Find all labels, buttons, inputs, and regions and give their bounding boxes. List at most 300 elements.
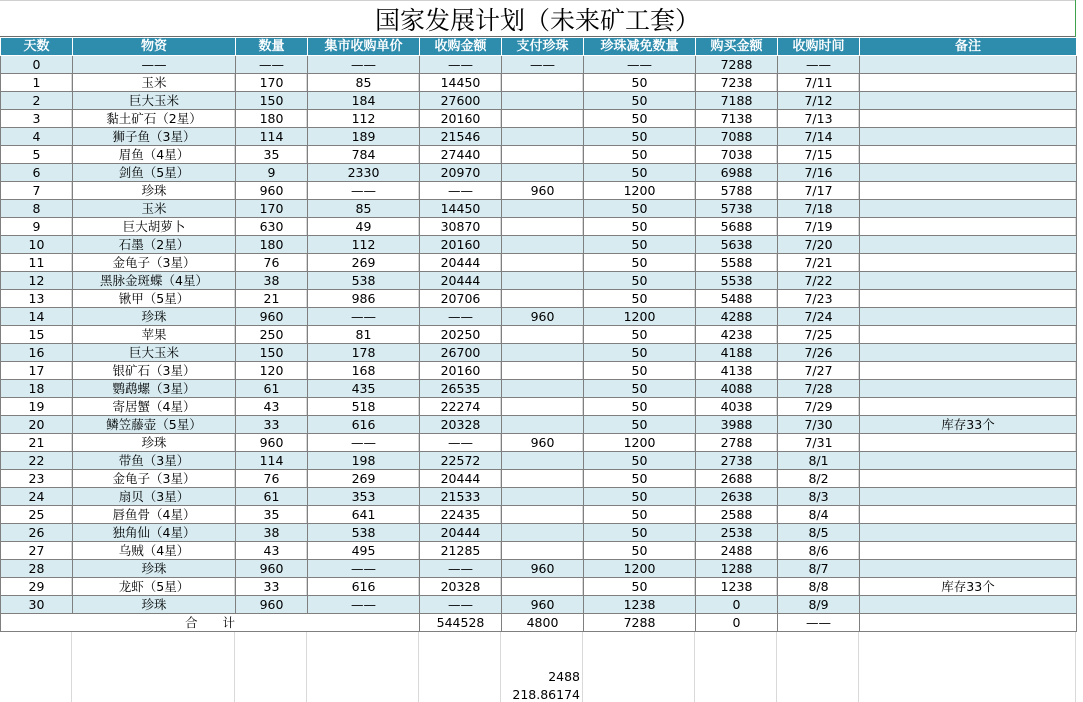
cell-purchase-time[interactable]: 8/5 <box>778 524 860 542</box>
cell-unit-price[interactable]: 616 <box>308 416 420 434</box>
cell-purchase-time[interactable]: 8/6 <box>778 542 860 560</box>
cell-remark[interactable] <box>860 308 1077 326</box>
cell-quantity[interactable]: 33 <box>236 416 308 434</box>
cell-unit-price[interactable]: 85 <box>308 74 420 92</box>
cell-purchase-time[interactable]: 7/13 <box>778 110 860 128</box>
cell-day[interactable]: 20 <box>1 416 73 434</box>
cell-unit-price[interactable]: 184 <box>308 92 420 110</box>
cell-buy-amount[interactable]: 1238 <box>696 578 778 596</box>
cell-quantity[interactable]: 61 <box>236 380 308 398</box>
cell-pearl-reduction[interactable]: 50 <box>584 362 696 380</box>
cell-item[interactable]: 金龟子（3星） <box>73 254 236 272</box>
cell-purchase-amount[interactable]: 20160 <box>420 362 502 380</box>
cell-remark[interactable] <box>860 560 1077 578</box>
cell-buy-amount[interactable]: 4288 <box>696 308 778 326</box>
cell-purchase-time[interactable]: 8/8 <box>778 578 860 596</box>
cell-quantity[interactable]: —— <box>236 56 308 74</box>
cell-purchase-amount[interactable]: 22572 <box>420 452 502 470</box>
cell-pearl-reduction[interactable]: 50 <box>584 506 696 524</box>
cell-day[interactable]: 30 <box>1 596 73 614</box>
cell-purchase-amount[interactable]: 14450 <box>420 74 502 92</box>
cell-day[interactable]: 12 <box>1 272 73 290</box>
cell-pearls-paid[interactable] <box>502 362 584 380</box>
cell-unit-price[interactable]: 2330 <box>308 164 420 182</box>
cell-day[interactable]: 25 <box>1 506 73 524</box>
cell-remark[interactable] <box>860 524 1077 542</box>
cell-pearl-reduction[interactable]: 1200 <box>584 308 696 326</box>
cell-day[interactable]: 2 <box>1 92 73 110</box>
header-quantity[interactable]: 数量 <box>236 38 308 56</box>
cell-purchase-amount[interactable]: 20970 <box>420 164 502 182</box>
cell-purchase-time[interactable]: 7/14 <box>778 128 860 146</box>
cell-purchase-time[interactable]: 7/31 <box>778 434 860 452</box>
cell-day[interactable]: 7 <box>1 182 73 200</box>
cell-unit-price[interactable]: 986 <box>308 290 420 308</box>
cell-item[interactable]: 独角仙（4星） <box>73 524 236 542</box>
cell-purchase-amount[interactable]: 20444 <box>420 254 502 272</box>
extra-value-1[interactable]: 2488 <box>548 669 580 684</box>
cell-item[interactable]: 巨大玉米 <box>73 344 236 362</box>
cell-pearl-reduction[interactable]: 50 <box>584 110 696 128</box>
cell-quantity[interactable]: 630 <box>236 218 308 236</box>
cell-item[interactable]: 珍珠 <box>73 596 236 614</box>
cell-pearl-reduction[interactable]: —— <box>584 56 696 74</box>
cell-purchase-time[interactable]: 7/20 <box>778 236 860 254</box>
cell-remark[interactable] <box>860 164 1077 182</box>
cell-remark[interactable] <box>860 146 1077 164</box>
cell-item[interactable]: 锹甲（5星） <box>73 290 236 308</box>
cell-quantity[interactable]: 43 <box>236 398 308 416</box>
cell-pearl-reduction[interactable]: 1200 <box>584 560 696 578</box>
cell-buy-amount[interactable]: 2738 <box>696 452 778 470</box>
cell-purchase-time[interactable]: 8/4 <box>778 506 860 524</box>
cell-unit-price[interactable]: 178 <box>308 344 420 362</box>
cell-purchase-amount[interactable]: —— <box>420 560 502 578</box>
cell-remark[interactable] <box>860 290 1077 308</box>
cell-purchase-amount[interactable]: 22274 <box>420 398 502 416</box>
cell-day[interactable]: 24 <box>1 488 73 506</box>
cell-pearl-reduction[interactable]: 50 <box>584 524 696 542</box>
cell-unit-price[interactable]: 269 <box>308 470 420 488</box>
cell-remark[interactable]: 库存33个 <box>860 578 1077 596</box>
header-pearl-reduction[interactable]: 珍珠减免数量 <box>584 38 696 56</box>
cell-remark[interactable] <box>860 506 1077 524</box>
total-purchase-amount[interactable]: 544528 <box>420 614 502 632</box>
cell-unit-price[interactable]: —— <box>308 560 420 578</box>
cell-pearl-reduction[interactable]: 50 <box>584 542 696 560</box>
cell-purchase-time[interactable]: 7/30 <box>778 416 860 434</box>
cell-pearl-reduction[interactable]: 50 <box>584 470 696 488</box>
cell-pearl-reduction[interactable]: 50 <box>584 398 696 416</box>
cell-remark[interactable] <box>860 128 1077 146</box>
cell-pearls-paid[interactable]: —— <box>502 56 584 74</box>
cell-purchase-time[interactable]: 8/1 <box>778 452 860 470</box>
cell-pearls-paid[interactable] <box>502 524 584 542</box>
cell-item[interactable]: 眉鱼（4星） <box>73 146 236 164</box>
cell-unit-price[interactable]: 189 <box>308 128 420 146</box>
cell-day[interactable]: 21 <box>1 434 73 452</box>
cell-unit-price[interactable]: —— <box>308 596 420 614</box>
cell-purchase-time[interactable]: 8/3 <box>778 488 860 506</box>
cell-buy-amount[interactable]: 5688 <box>696 218 778 236</box>
cell-day[interactable]: 27 <box>1 542 73 560</box>
cell-purchase-time[interactable]: 7/17 <box>778 182 860 200</box>
cell-purchase-amount[interactable]: —— <box>420 308 502 326</box>
cell-unit-price[interactable]: 495 <box>308 542 420 560</box>
cell-pearls-paid[interactable]: 960 <box>502 560 584 578</box>
cell-unit-price[interactable]: 784 <box>308 146 420 164</box>
cell-purchase-time[interactable]: 7/16 <box>778 164 860 182</box>
cell-buy-amount[interactable]: 2488 <box>696 542 778 560</box>
cell-item[interactable]: —— <box>73 56 236 74</box>
cell-quantity[interactable]: 150 <box>236 92 308 110</box>
cell-purchase-amount[interactable]: —— <box>420 596 502 614</box>
cell-pearls-paid[interactable] <box>502 164 584 182</box>
cell-purchase-time[interactable]: 7/15 <box>778 146 860 164</box>
cell-pearls-paid[interactable] <box>502 218 584 236</box>
cell-pearls-paid[interactable] <box>502 488 584 506</box>
cell-remark[interactable] <box>860 272 1077 290</box>
cell-purchase-time[interactable]: 7/26 <box>778 344 860 362</box>
total-pearl-reduction[interactable]: 7288 <box>584 614 696 632</box>
cell-day[interactable]: 0 <box>1 56 73 74</box>
cell-purchase-time[interactable]: 7/28 <box>778 380 860 398</box>
cell-pearls-paid[interactable] <box>502 146 584 164</box>
cell-item[interactable]: 带鱼（3星） <box>73 452 236 470</box>
cell-pearls-paid[interactable] <box>502 200 584 218</box>
total-remark[interactable] <box>860 614 1077 632</box>
cell-day[interactable]: 8 <box>1 200 73 218</box>
cell-pearl-reduction[interactable]: 50 <box>584 74 696 92</box>
cell-item[interactable]: 玉米 <box>73 74 236 92</box>
cell-day[interactable]: 3 <box>1 110 73 128</box>
cell-pearls-paid[interactable] <box>502 578 584 596</box>
cell-item[interactable]: 石墨（2星） <box>73 236 236 254</box>
cell-item[interactable]: 剑鱼（5星） <box>73 164 236 182</box>
cell-item[interactable]: 巨大胡萝卜 <box>73 218 236 236</box>
header-remark[interactable]: 备注 <box>860 38 1077 56</box>
cell-buy-amount[interactable]: 2688 <box>696 470 778 488</box>
cell-quantity[interactable]: 960 <box>236 560 308 578</box>
cell-remark[interactable] <box>860 74 1077 92</box>
cell-quantity[interactable]: 960 <box>236 434 308 452</box>
cell-quantity[interactable]: 33 <box>236 578 308 596</box>
cell-quantity[interactable]: 120 <box>236 362 308 380</box>
cell-pearls-paid[interactable] <box>502 452 584 470</box>
cell-pearls-paid[interactable] <box>502 272 584 290</box>
cell-pearls-paid[interactable] <box>502 92 584 110</box>
cell-pearl-reduction[interactable]: 50 <box>584 452 696 470</box>
cell-remark[interactable] <box>860 434 1077 452</box>
cell-remark[interactable] <box>860 542 1077 560</box>
header-buy-amount[interactable]: 购买金额 <box>696 38 778 56</box>
cell-purchase-amount[interactable]: 20706 <box>420 290 502 308</box>
cell-purchase-amount[interactable]: —— <box>420 434 502 452</box>
cell-purchase-amount[interactable]: 20328 <box>420 416 502 434</box>
cell-purchase-time[interactable]: 8/2 <box>778 470 860 488</box>
cell-pearls-paid[interactable] <box>502 380 584 398</box>
cell-quantity[interactable]: 180 <box>236 236 308 254</box>
cell-day[interactable]: 1 <box>1 74 73 92</box>
cell-pearls-paid[interactable] <box>502 470 584 488</box>
cell-purchase-time[interactable]: 7/27 <box>778 362 860 380</box>
header-pearls-paid[interactable]: 支付珍珠 <box>502 38 584 56</box>
cell-pearls-paid[interactable]: 960 <box>502 596 584 614</box>
cell-pearls-paid[interactable]: 960 <box>502 182 584 200</box>
cell-day[interactable]: 18 <box>1 380 73 398</box>
cell-unit-price[interactable]: 353 <box>308 488 420 506</box>
cell-buy-amount[interactable]: 7138 <box>696 110 778 128</box>
cell-remark[interactable] <box>860 344 1077 362</box>
cell-unit-price[interactable]: 49 <box>308 218 420 236</box>
cell-purchase-amount[interactable]: 30870 <box>420 218 502 236</box>
cell-item[interactable]: 金龟子（3星） <box>73 470 236 488</box>
cell-buy-amount[interactable]: 7088 <box>696 128 778 146</box>
cell-pearls-paid[interactable] <box>502 128 584 146</box>
cell-unit-price[interactable]: 269 <box>308 254 420 272</box>
cell-pearl-reduction[interactable]: 50 <box>584 92 696 110</box>
cell-pearl-reduction[interactable]: 50 <box>584 272 696 290</box>
cell-day[interactable]: 26 <box>1 524 73 542</box>
cell-purchase-amount[interactable]: 27600 <box>420 92 502 110</box>
cell-pearl-reduction[interactable]: 1238 <box>584 596 696 614</box>
cell-day[interactable]: 5 <box>1 146 73 164</box>
cell-remark[interactable] <box>860 200 1077 218</box>
cell-purchase-amount[interactable]: 26700 <box>420 344 502 362</box>
cell-remark[interactable] <box>860 398 1077 416</box>
cell-buy-amount[interactable]: 4238 <box>696 326 778 344</box>
cell-buy-amount[interactable]: 5788 <box>696 182 778 200</box>
cell-purchase-time[interactable]: 7/11 <box>778 74 860 92</box>
cell-remark[interactable] <box>860 110 1077 128</box>
cell-purchase-amount[interactable]: 26535 <box>420 380 502 398</box>
cell-pearls-paid[interactable] <box>502 416 584 434</box>
cell-buy-amount[interactable]: 7238 <box>696 74 778 92</box>
cell-remark[interactable] <box>860 452 1077 470</box>
cell-remark[interactable] <box>860 92 1077 110</box>
cell-remark[interactable] <box>860 380 1077 398</box>
cell-pearl-reduction[interactable]: 50 <box>584 236 696 254</box>
cell-item[interactable]: 鳞笠藤壶（5星） <box>73 416 236 434</box>
cell-unit-price[interactable]: 538 <box>308 524 420 542</box>
cell-unit-price[interactable]: 168 <box>308 362 420 380</box>
cell-pearls-paid[interactable] <box>502 110 584 128</box>
cell-remark[interactable] <box>860 56 1077 74</box>
cell-pearls-paid[interactable]: 960 <box>502 308 584 326</box>
cell-pearls-paid[interactable] <box>502 236 584 254</box>
cell-buy-amount[interactable]: 5488 <box>696 290 778 308</box>
cell-item[interactable]: 黏土矿石（2星） <box>73 110 236 128</box>
cell-buy-amount[interactable]: 2638 <box>696 488 778 506</box>
cell-buy-amount[interactable]: 4138 <box>696 362 778 380</box>
cell-purchase-time[interactable]: 7/19 <box>778 218 860 236</box>
cell-pearls-paid[interactable] <box>502 398 584 416</box>
cell-quantity[interactable]: 43 <box>236 542 308 560</box>
header-unit-price[interactable]: 集市收购单价 <box>308 38 420 56</box>
cell-unit-price[interactable]: 85 <box>308 200 420 218</box>
cell-item[interactable]: 苹果 <box>73 326 236 344</box>
cell-purchase-amount[interactable]: 20444 <box>420 272 502 290</box>
cell-quantity[interactable]: 35 <box>236 146 308 164</box>
cell-purchase-time[interactable]: 8/7 <box>778 560 860 578</box>
cell-quantity[interactable]: 38 <box>236 272 308 290</box>
cell-unit-price[interactable]: 538 <box>308 272 420 290</box>
cell-remark[interactable] <box>860 182 1077 200</box>
cell-item[interactable]: 玉米 <box>73 200 236 218</box>
cell-remark[interactable] <box>860 236 1077 254</box>
cell-day[interactable]: 14 <box>1 308 73 326</box>
cell-day[interactable]: 23 <box>1 470 73 488</box>
cell-unit-price[interactable]: 198 <box>308 452 420 470</box>
cell-pearl-reduction[interactable]: 50 <box>584 326 696 344</box>
cell-unit-price[interactable]: 112 <box>308 110 420 128</box>
cell-remark[interactable] <box>860 596 1077 614</box>
cell-day[interactable]: 10 <box>1 236 73 254</box>
cell-day[interactable]: 22 <box>1 452 73 470</box>
cell-pearl-reduction[interactable]: 1200 <box>584 434 696 452</box>
cell-unit-price[interactable]: —— <box>308 308 420 326</box>
cell-buy-amount[interactable]: 4188 <box>696 344 778 362</box>
cell-purchase-time[interactable]: 8/9 <box>778 596 860 614</box>
cell-purchase-time[interactable]: 7/23 <box>778 290 860 308</box>
cell-quantity[interactable]: 150 <box>236 344 308 362</box>
cell-unit-price[interactable]: —— <box>308 56 420 74</box>
cell-quantity[interactable]: 960 <box>236 308 308 326</box>
extra-value-2[interactable]: 218.86174 <box>512 687 580 702</box>
cell-day[interactable]: 9 <box>1 218 73 236</box>
cell-buy-amount[interactable]: 5538 <box>696 272 778 290</box>
cell-remark[interactable] <box>860 218 1077 236</box>
cell-quantity[interactable]: 114 <box>236 128 308 146</box>
cell-quantity[interactable]: 250 <box>236 326 308 344</box>
cell-quantity[interactable]: 114 <box>236 452 308 470</box>
cell-day[interactable]: 17 <box>1 362 73 380</box>
cell-unit-price[interactable]: 112 <box>308 236 420 254</box>
cell-pearls-paid[interactable] <box>502 506 584 524</box>
cell-item[interactable]: 珍珠 <box>73 182 236 200</box>
cell-remark[interactable] <box>860 488 1077 506</box>
cell-buy-amount[interactable]: 1288 <box>696 560 778 578</box>
cell-pearl-reduction[interactable]: 50 <box>584 218 696 236</box>
cell-quantity[interactable]: 61 <box>236 488 308 506</box>
cell-item[interactable]: 寄居蟹（4星） <box>73 398 236 416</box>
sheet-title[interactable]: 国家发展计划（未来矿工套） <box>0 0 1075 37</box>
cell-pearls-paid[interactable] <box>502 254 584 272</box>
cell-quantity[interactable]: 76 <box>236 470 308 488</box>
cell-item[interactable]: 银矿石（3星） <box>73 362 236 380</box>
header-purchase-time[interactable]: 收购时间 <box>778 38 860 56</box>
cell-quantity[interactable]: 960 <box>236 182 308 200</box>
cell-buy-amount[interactable]: 2588 <box>696 506 778 524</box>
header-day[interactable]: 天数 <box>1 38 73 56</box>
total-pearls-paid[interactable]: 4800 <box>502 614 584 632</box>
cell-buy-amount[interactable]: 7288 <box>696 56 778 74</box>
cell-buy-amount[interactable]: 4038 <box>696 398 778 416</box>
cell-unit-price[interactable]: —— <box>308 434 420 452</box>
cell-purchase-time[interactable]: 7/21 <box>778 254 860 272</box>
cell-purchase-amount[interactable]: —— <box>420 56 502 74</box>
cell-quantity[interactable]: 21 <box>236 290 308 308</box>
cell-buy-amount[interactable]: 7188 <box>696 92 778 110</box>
cell-day[interactable]: 19 <box>1 398 73 416</box>
cell-unit-price[interactable]: 435 <box>308 380 420 398</box>
cell-pearl-reduction[interactable]: 50 <box>584 344 696 362</box>
cell-purchase-amount[interactable]: 22435 <box>420 506 502 524</box>
cell-purchase-amount[interactable]: 20250 <box>420 326 502 344</box>
cell-purchase-time[interactable]: 7/22 <box>778 272 860 290</box>
cell-purchase-time[interactable]: 7/12 <box>778 92 860 110</box>
cell-purchase-time[interactable]: 7/29 <box>778 398 860 416</box>
cell-purchase-time[interactable]: 7/24 <box>778 308 860 326</box>
cell-remark[interactable] <box>860 362 1077 380</box>
cell-purchase-amount[interactable]: 20160 <box>420 110 502 128</box>
cell-pearl-reduction[interactable]: 1200 <box>584 182 696 200</box>
cell-purchase-time[interactable]: —— <box>778 56 860 74</box>
cell-purchase-amount[interactable]: 21285 <box>420 542 502 560</box>
cell-item[interactable]: 龙虾（5星） <box>73 578 236 596</box>
cell-item[interactable]: 巨大玉米 <box>73 92 236 110</box>
cell-pearl-reduction[interactable]: 50 <box>584 416 696 434</box>
cell-remark[interactable] <box>860 254 1077 272</box>
cell-pearls-paid[interactable] <box>502 344 584 362</box>
header-item[interactable]: 物资 <box>73 38 236 56</box>
cell-buy-amount[interactable]: 0 <box>696 596 778 614</box>
cell-day[interactable]: 16 <box>1 344 73 362</box>
cell-quantity[interactable]: 35 <box>236 506 308 524</box>
cell-item[interactable]: 珍珠 <box>73 560 236 578</box>
cell-unit-price[interactable]: 616 <box>308 578 420 596</box>
cell-purchase-amount[interactable]: 20160 <box>420 236 502 254</box>
cell-pearl-reduction[interactable]: 50 <box>584 146 696 164</box>
cell-day[interactable]: 13 <box>1 290 73 308</box>
cell-item[interactable]: 黑脉金斑蝶（4星） <box>73 272 236 290</box>
cell-pearl-reduction[interactable]: 50 <box>584 380 696 398</box>
cell-unit-price[interactable]: —— <box>308 182 420 200</box>
cell-quantity[interactable]: 960 <box>236 596 308 614</box>
total-buy-amount[interactable]: 0 <box>696 614 778 632</box>
total-label[interactable]: 合 计 <box>1 614 420 632</box>
cell-buy-amount[interactable]: 3988 <box>696 416 778 434</box>
cell-purchase-time[interactable]: 7/18 <box>778 200 860 218</box>
cell-buy-amount[interactable]: 2788 <box>696 434 778 452</box>
cell-unit-price[interactable]: 81 <box>308 326 420 344</box>
cell-day[interactable]: 4 <box>1 128 73 146</box>
cell-unit-price[interactable]: 518 <box>308 398 420 416</box>
cell-purchase-amount[interactable]: 20444 <box>420 524 502 542</box>
cell-buy-amount[interactable]: 5588 <box>696 254 778 272</box>
cell-quantity[interactable]: 170 <box>236 74 308 92</box>
cell-item[interactable]: 扇贝（3星） <box>73 488 236 506</box>
cell-pearls-paid[interactable] <box>502 542 584 560</box>
cell-pearls-paid[interactable]: 960 <box>502 434 584 452</box>
cell-pearl-reduction[interactable]: 50 <box>584 128 696 146</box>
cell-remark[interactable]: 库存33个 <box>860 416 1077 434</box>
total-time[interactable]: —— <box>778 614 860 632</box>
cell-day[interactable]: 28 <box>1 560 73 578</box>
cell-purchase-time[interactable]: 7/25 <box>778 326 860 344</box>
cell-purchase-amount[interactable]: 14450 <box>420 200 502 218</box>
cell-quantity[interactable]: 38 <box>236 524 308 542</box>
cell-unit-price[interactable]: 641 <box>308 506 420 524</box>
cell-buy-amount[interactable]: 4088 <box>696 380 778 398</box>
cell-item[interactable]: 珍珠 <box>73 308 236 326</box>
cell-item[interactable]: 乌贼（4星） <box>73 542 236 560</box>
cell-pearls-paid[interactable] <box>502 74 584 92</box>
cell-quantity[interactable]: 170 <box>236 200 308 218</box>
cell-day[interactable]: 15 <box>1 326 73 344</box>
cell-purchase-amount[interactable]: 21546 <box>420 128 502 146</box>
cell-pearl-reduction[interactable]: 50 <box>584 488 696 506</box>
